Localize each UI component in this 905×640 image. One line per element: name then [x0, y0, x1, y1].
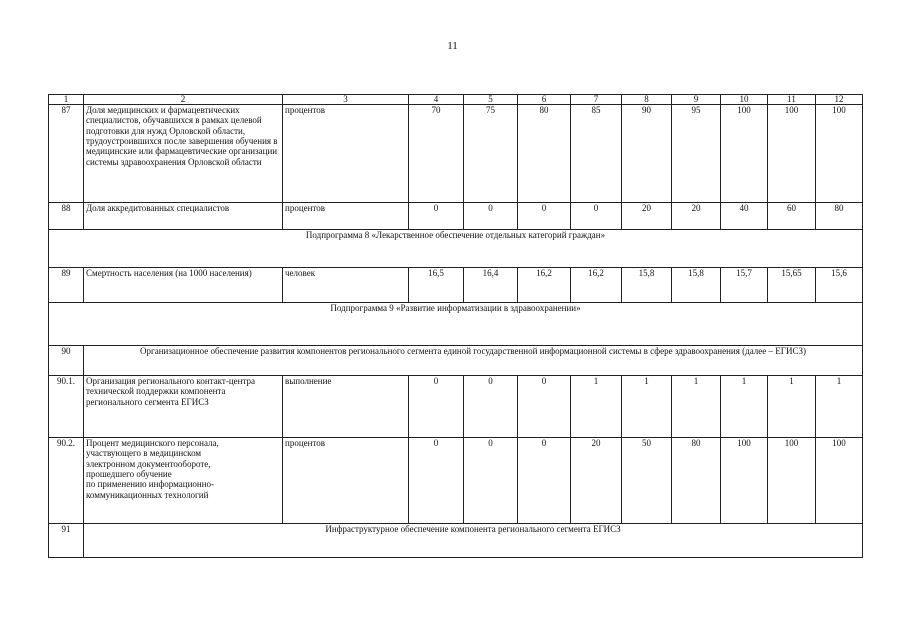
- row-number: 90: [49, 346, 84, 376]
- header-cell: 8: [622, 95, 672, 105]
- subprogram-row: [49, 303, 863, 346]
- header-cell: 2: [84, 95, 283, 105]
- value-cell: 60: [768, 203, 816, 230]
- value-cell: 1: [816, 376, 863, 438]
- value-cell: 1: [672, 376, 721, 438]
- section-title: Организационное обеспечение развития компонентов регионального сегмента единой государственной информационной системы в сфере здравоохранения (далее – ЕГИСЗ): [84, 346, 863, 376]
- value-cell: 20: [622, 203, 672, 230]
- value-cell: 1: [721, 376, 768, 438]
- value-cell: 0: [464, 438, 518, 524]
- value-cell: 16,2: [518, 268, 571, 303]
- value-cell: 100: [721, 105, 768, 203]
- value-cell: 50: [622, 438, 672, 524]
- value-cell: 16,4: [464, 268, 518, 303]
- value-cell: 100: [816, 105, 863, 203]
- indicator-name: [84, 438, 283, 524]
- header-cell: 6: [518, 95, 571, 105]
- table-row: [49, 105, 863, 203]
- row-number: 88: [49, 203, 84, 230]
- value-cell: 16,5: [409, 268, 464, 303]
- value-cell: 16,2: [571, 268, 622, 303]
- value-cell: 40: [721, 203, 768, 230]
- indicator-name: Организация регионального контакт-центра технической поддержки компонента регионального сегмента ЕГИСЗ: [84, 376, 283, 438]
- table-row: [49, 438, 863, 524]
- header-cell: 1: [49, 95, 84, 105]
- value-cell: 1: [622, 376, 672, 438]
- value-cell: 0: [464, 203, 518, 230]
- indicator-name: Смертность населения (на 1000 населения): [84, 268, 283, 303]
- value-cell: 95: [672, 105, 721, 203]
- unit-cell: человек: [283, 268, 409, 303]
- value-cell: 100: [768, 105, 816, 203]
- value-cell: 0: [518, 438, 571, 524]
- row-number: 91: [49, 524, 84, 558]
- page-number: 11: [447, 40, 458, 52]
- indicator-name-line: по применению информационно-: [86, 479, 215, 490]
- row-number: 90.1.: [49, 376, 84, 438]
- value-cell: 70: [409, 105, 464, 203]
- indicator-name-line: прошедшего обучение: [86, 469, 172, 480]
- value-cell: 15,6: [816, 268, 863, 303]
- value-cell: 100: [768, 438, 816, 524]
- section-title: Инфраструктурное обеспечение компонента регионального сегмента ЕГИСЗ: [84, 524, 863, 558]
- header-cell: 5: [464, 95, 518, 105]
- indicator-name-line: участвующего в медицинском: [86, 448, 202, 459]
- value-cell: 20: [571, 438, 622, 524]
- header-row: [49, 95, 863, 105]
- value-cell: 20: [672, 203, 721, 230]
- value-cell: 75: [464, 105, 518, 203]
- value-cell: 15,8: [622, 268, 672, 303]
- unit-cell: выполнение: [283, 376, 409, 438]
- value-cell: 0: [571, 203, 622, 230]
- subprogram-title: Подпрограмма 9 «Развитие информатизации в здравоохранении»: [49, 303, 863, 346]
- header-cell: 3: [283, 95, 409, 105]
- section-row: [49, 346, 863, 376]
- value-cell: 15,8: [672, 268, 721, 303]
- subprogram-title: Подпрограмма 8 «Лекарственное обеспечение отдельных категорий граждан»: [49, 230, 863, 268]
- table-row: [49, 203, 863, 230]
- section-row: [49, 524, 863, 558]
- value-cell: 100: [816, 438, 863, 524]
- unit-cell: процентов: [283, 438, 409, 524]
- header-cell: 9: [672, 95, 721, 105]
- indicator-name-line: Процент медицинского персонала,: [86, 438, 219, 448]
- table-row: [49, 268, 863, 303]
- header-cell: 11: [768, 95, 816, 105]
- value-cell: 0: [409, 438, 464, 524]
- row-number: 87: [49, 105, 84, 203]
- unit-cell: процентов: [283, 203, 409, 230]
- value-cell: 15,65: [768, 268, 816, 303]
- header-cell: 12: [816, 95, 863, 105]
- row-number: 90.2.: [49, 438, 84, 524]
- value-cell: 1: [571, 376, 622, 438]
- value-cell: 0: [409, 376, 464, 438]
- row-number: 89: [49, 268, 84, 303]
- value-cell: 0: [464, 376, 518, 438]
- unit-cell: процентов: [283, 105, 409, 203]
- value-cell: 15,7: [721, 268, 768, 303]
- header-cell: 10: [721, 95, 768, 105]
- indicator-name-line: электронном документообороте,: [86, 458, 211, 469]
- table-row: [49, 376, 863, 438]
- value-cell: 90: [622, 105, 672, 203]
- header-cell: 7: [571, 95, 622, 105]
- value-cell: 80: [672, 438, 721, 524]
- value-cell: 0: [518, 376, 571, 438]
- value-cell: 85: [571, 105, 622, 203]
- indicator-name: Доля медицинских и фармацевтических специалистов, обучавшихся в рамках целевой подготовки для нужд Орловской области, трудоустроившихся после завершения обучения в медицинские или фармацевтические организации системы здравоохранения Орловской области: [84, 105, 283, 203]
- value-cell: 80: [518, 105, 571, 203]
- subprogram-row: [49, 230, 863, 268]
- header-cell: 4: [409, 95, 464, 105]
- value-cell: 0: [409, 203, 464, 230]
- indicator-name: Доля аккредитованных специалистов: [84, 203, 283, 230]
- indicators-table: [48, 94, 863, 558]
- value-cell: 80: [816, 203, 863, 230]
- indicator-name-line: коммуникационных технологий: [86, 489, 209, 500]
- value-cell: 1: [768, 376, 816, 438]
- value-cell: 0: [518, 203, 571, 230]
- value-cell: 100: [721, 438, 768, 524]
